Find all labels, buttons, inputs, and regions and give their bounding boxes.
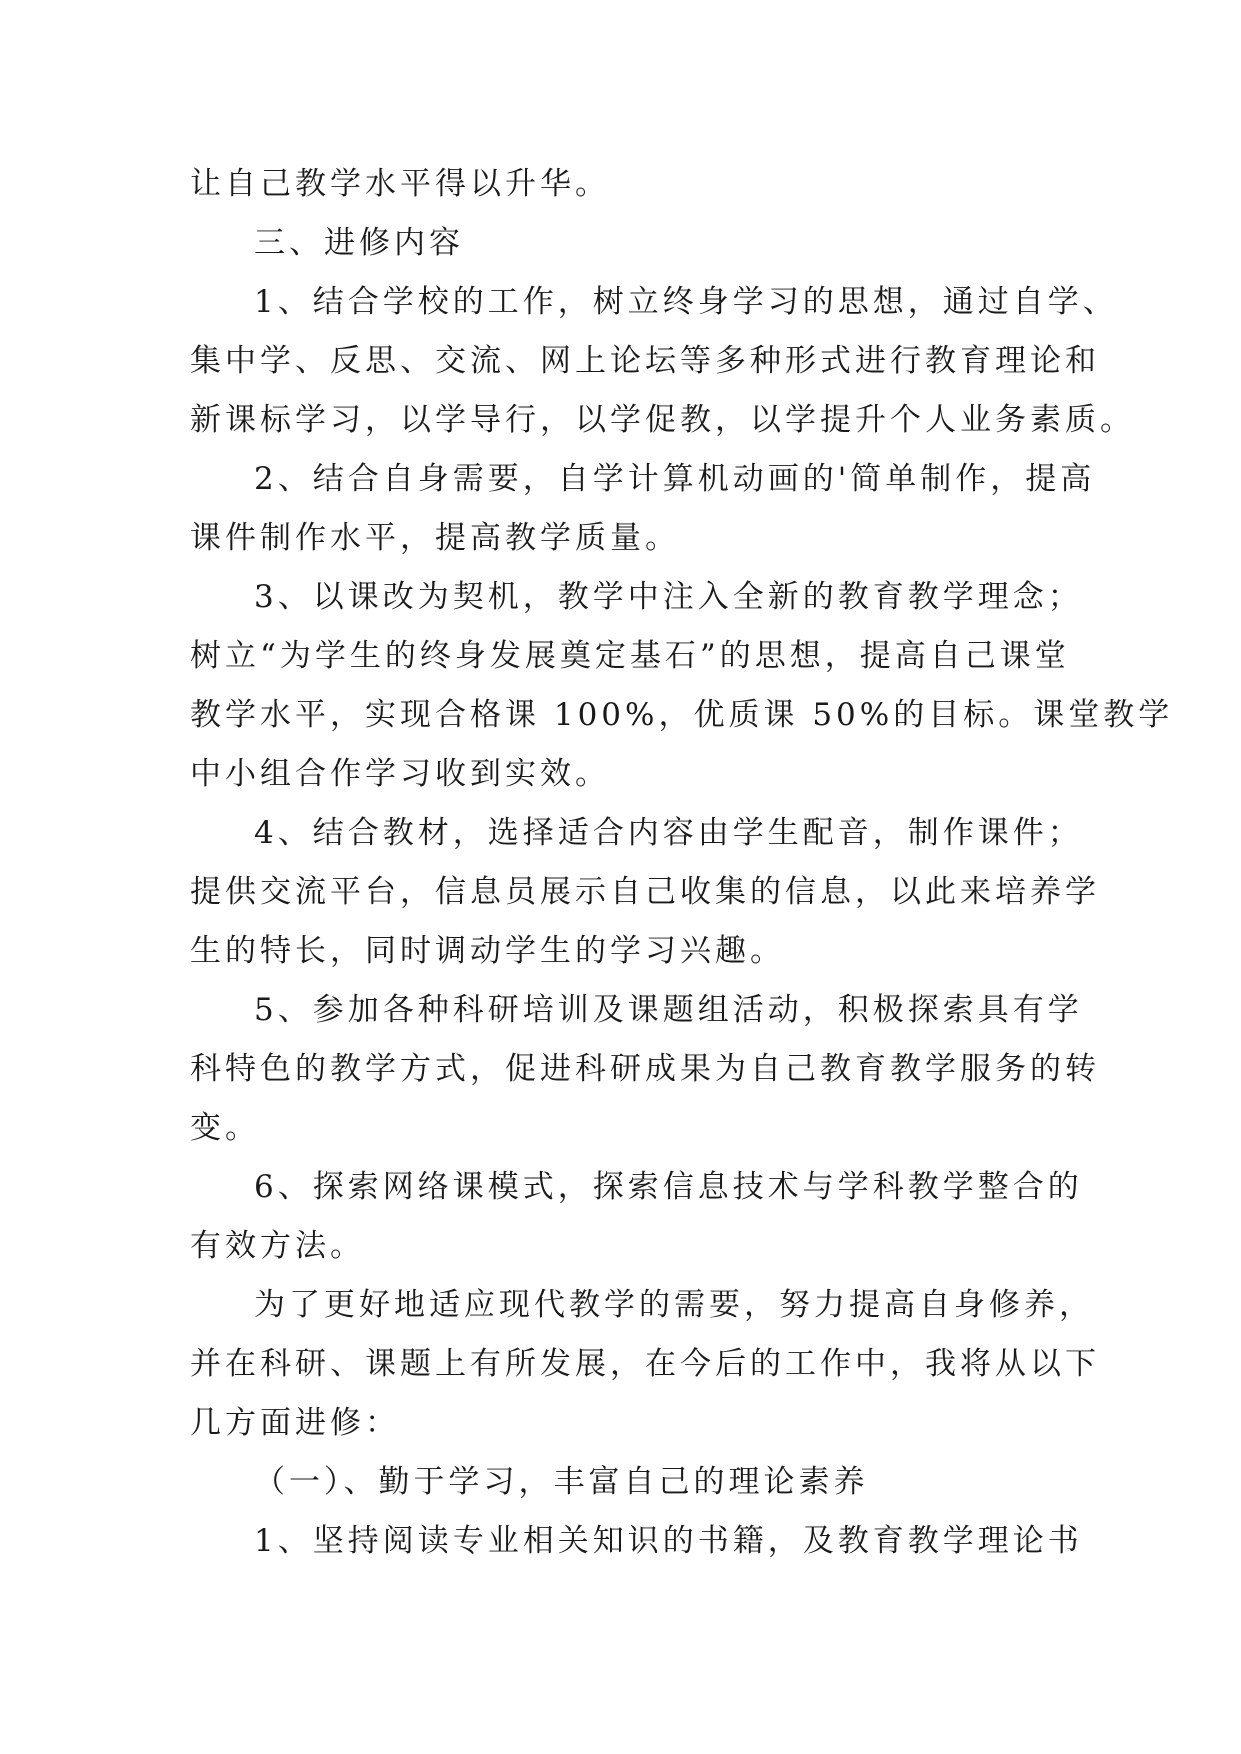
text-line: 让自己教学水平得以升华。 xyxy=(190,166,610,202)
text-line: 提供交流平台，信息员展示自己收集的信息，以此来培养学 xyxy=(190,874,1100,910)
text-line: 课件制作水平，提高教学质量。 xyxy=(190,520,680,556)
text-line: 为了更好地适应现代教学的需要，努力提高自身修养， xyxy=(254,1287,1094,1323)
text-line: 1、结合学校的工作，树立终身学习的思想，通过自学、 xyxy=(254,284,1118,320)
text-line: 树立“为学生的终身发展奠定基石”的思想，提高自己课堂 xyxy=(190,638,1070,674)
text-line: 科特色的教学方式，促进科研成果为自己教育教学服务的转 xyxy=(190,1051,1100,1087)
text-line: 2、结合自身需要，自学计算机动画的'简单制作，提高 xyxy=(254,461,1096,497)
text-line: 3、以课改为契机，教学中注入全新的教育教学理念； xyxy=(254,579,1083,615)
text-line: 集中学、反思、交流、网上论坛等多种形式进行教育理论和 xyxy=(190,343,1100,379)
document-body xyxy=(190,155,1174,1571)
text-line: 4、结合教材，选择适合内容由学生配音，制作课件； xyxy=(254,815,1083,851)
text-line: 新课标学习，以学导行，以学促教，以学提升个人业务素质。 xyxy=(190,402,1135,438)
text-line: 并在科研、课题上有所发展，在今后的工作中，我将从以下 xyxy=(190,1346,1100,1382)
text-line: 教学水平，实现合格课 100%，优质课 50%的目标。课堂教学 xyxy=(190,697,1174,733)
text-line: 1、坚持阅读专业相关知识的书籍，及教育教学理论书 xyxy=(254,1523,1083,1559)
text-line: 6、探索网络课模式，探索信息技术与学科教学整合的 xyxy=(254,1169,1083,1205)
subsection-heading: （一）、勤于学习，丰富自己的理论素养 xyxy=(254,1464,869,1500)
text-line: 5、参加各种科研培训及课题组活动，积极探索具有学 xyxy=(254,992,1083,1028)
text-line: 变。 xyxy=(190,1110,260,1146)
text-line: 有效方法。 xyxy=(190,1228,365,1264)
text-line: 几方面进修： xyxy=(190,1405,400,1441)
section-heading: 三、进修内容 xyxy=(254,225,464,261)
text-line: 中小组合作学习收到实效。 xyxy=(190,756,610,792)
text-line: 生的特长，同时调动学生的学习兴趣。 xyxy=(190,933,785,969)
